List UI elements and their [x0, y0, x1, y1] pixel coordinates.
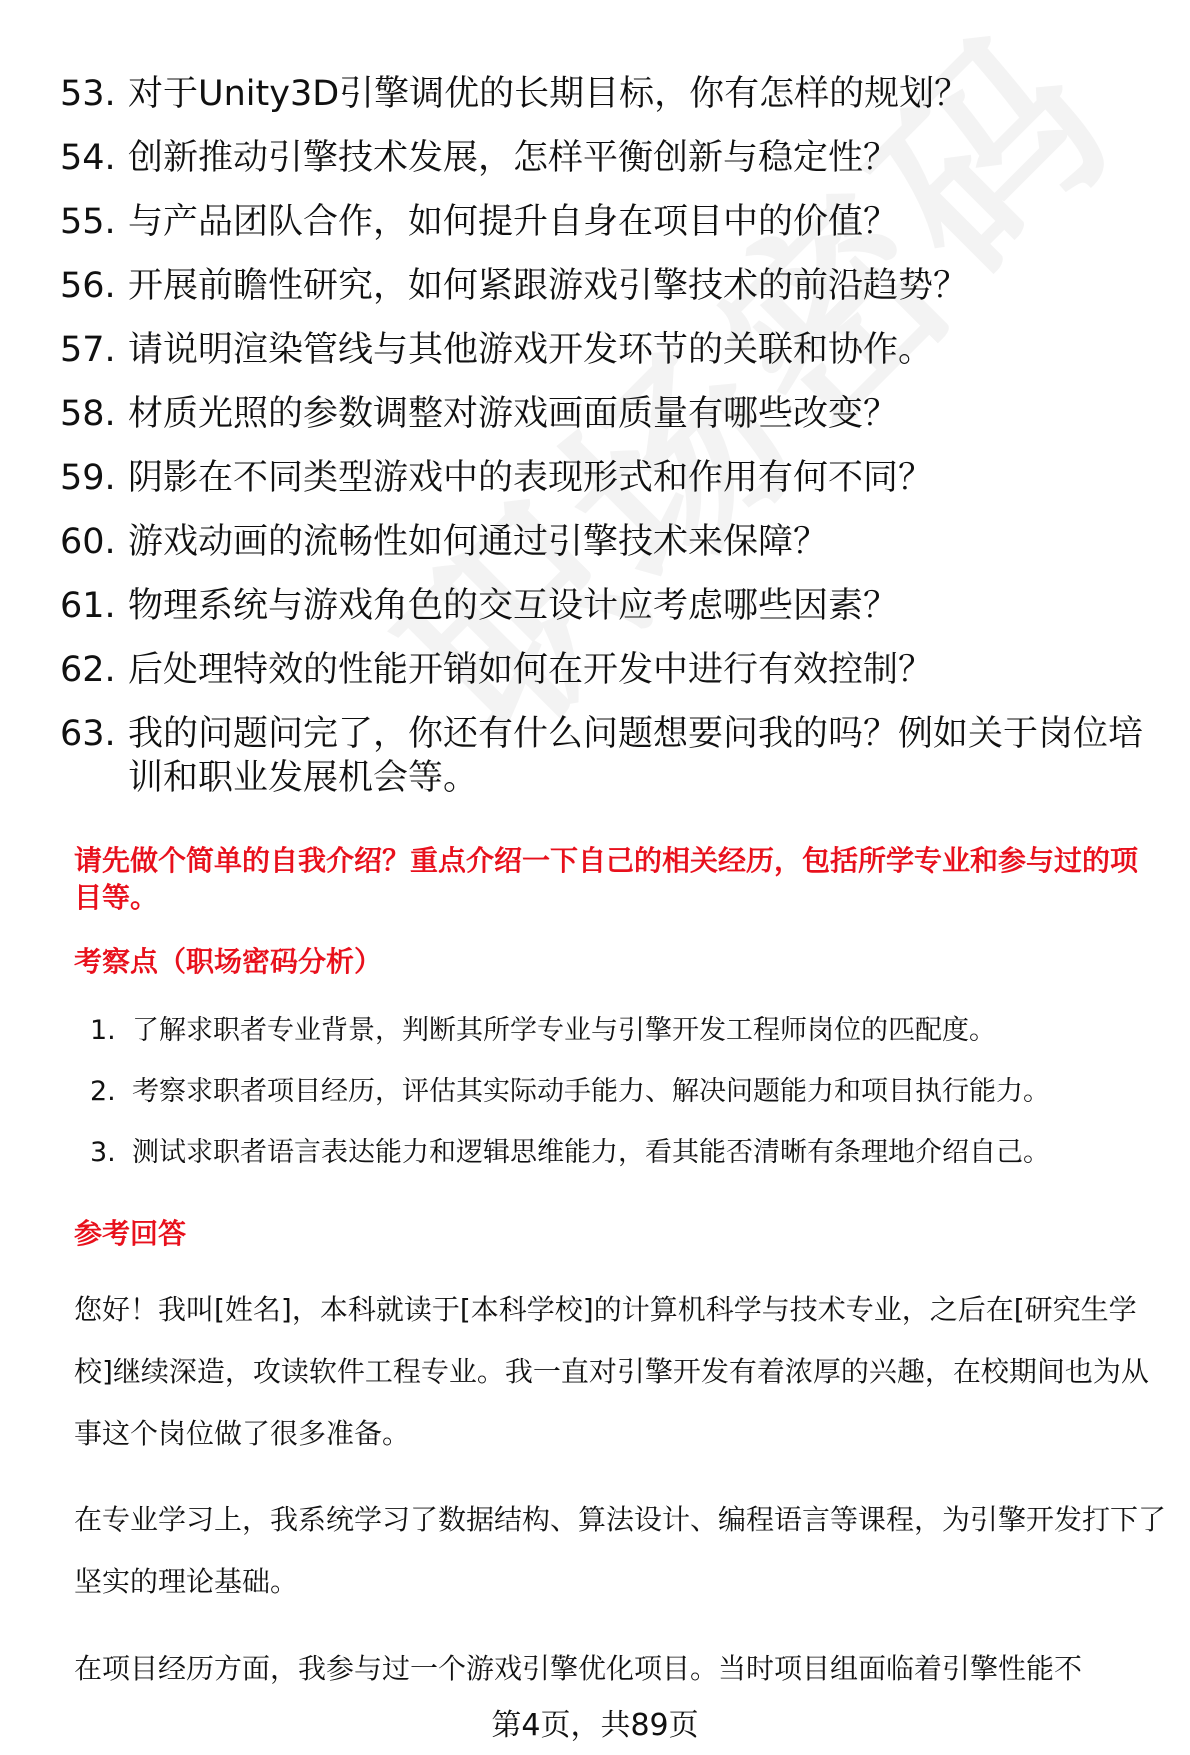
question-number: 62.: [60, 650, 116, 690]
question-item: [60, 584, 1160, 628]
focus-point: [90, 1013, 1170, 1049]
answer-paragraph: 在项目经历方面，我参与过一个游戏引擎优化项目。当时项目组面临着引擎性能不: [74, 1652, 1083, 1685]
focus-point-text: 测试求职者语言表达能力和逻辑思维能力，看其能否清晰有条理地介绍自己。: [132, 1137, 1050, 1168]
question-text: 对于Unity3D引擎调优的长期目标，你有怎样的规划？: [128, 74, 970, 114]
focus-points-list: [90, 1013, 1170, 1196]
question-text: 物理系统与游戏角色的交互设计应考虑哪些因素？: [128, 586, 899, 626]
focus-heading: 考察点（职场密码分析）: [74, 945, 383, 978]
question-item: [60, 200, 1160, 244]
focus-point-number: 1.: [90, 1015, 116, 1046]
question-item: [60, 72, 1160, 116]
question-text: 请说明渲染管线与其他游戏开发环节的关联和协作。: [128, 330, 934, 370]
question-number: 54.: [60, 138, 116, 178]
focus-point-number: 3.: [90, 1137, 116, 1168]
question-text: 开展前瞻性研究，如何紧跟游戏引擎技术的前沿趋势？: [128, 266, 969, 306]
highlight-question: 请先做个简单的自我介绍？重点介绍一下自己的相关经历，包括所学专业和参与过的项目等。: [74, 844, 1139, 914]
focus-point: [90, 1074, 1170, 1110]
answer-paragraph: 在专业学习上，我系统学习了数据结构、算法设计、编程语言等课程，为引擎开发打下了坚实的理论基础。: [74, 1503, 1167, 1598]
question-item: [60, 392, 1160, 436]
question-item: [60, 456, 1160, 500]
focus-point-number: 2.: [90, 1076, 116, 1107]
question-list: [60, 72, 1160, 800]
question-number: 57.: [60, 330, 116, 370]
question-text: 创新推动引擎技术发展，怎样平衡创新与稳定性？: [128, 138, 899, 178]
question-item: [60, 712, 1160, 800]
question-number: 55.: [60, 202, 116, 242]
question-item: [60, 328, 1160, 372]
question-number: 60.: [60, 522, 116, 562]
question-number: 56.: [60, 266, 116, 306]
answer-paragraph: 您好！我叫[姓名]，本科就读于[本科学校]的计算机科学与技术专业，之后在[研究生学校]继续深造，攻读软件工程专业。我一直对引擎开发有着浓厚的兴趣，在校期间也为从事这个岗位做了很多准备。: [74, 1293, 1149, 1450]
question-text: 材质光照的参数调整对游戏画面质量有哪些改变？: [128, 394, 899, 434]
question-number: 63.: [60, 714, 116, 754]
question-text: 阴影在不同类型游戏中的表现形式和作用有何不同？: [128, 458, 934, 498]
question-text: 我的问题问完了，你还有什么问题想要问我的吗？例如关于岗位培训和职业发展机会等。: [128, 714, 1144, 798]
question-item: [60, 264, 1160, 308]
focus-point-text: 考察求职者项目经历，评估其实际动手能力、解决问题能力和项目执行能力。: [132, 1076, 1050, 1107]
question-text: 后处理特效的性能开销如何在开发中进行有效控制？: [128, 650, 934, 690]
question-number: 61.: [60, 586, 116, 626]
question-item: [60, 136, 1160, 180]
question-item: [60, 520, 1160, 564]
question-text: 与产品团队合作，如何提升自身在项目中的价值？: [128, 202, 899, 242]
answer-heading: 参考回答: [74, 1217, 187, 1250]
focus-point: [90, 1135, 1170, 1171]
question-number: 53.: [60, 74, 116, 114]
focus-point-text: 了解求职者专业背景，判断其所学专业与引擎开发工程师岗位的匹配度。: [132, 1015, 996, 1046]
question-number: 58.: [60, 394, 116, 434]
page-footer: 第4页，共89页: [491, 1708, 699, 1743]
question-text: 游戏动画的流畅性如何通过引擎技术来保障？: [128, 522, 829, 562]
question-number: 59.: [60, 458, 116, 498]
question-item: [60, 648, 1160, 692]
